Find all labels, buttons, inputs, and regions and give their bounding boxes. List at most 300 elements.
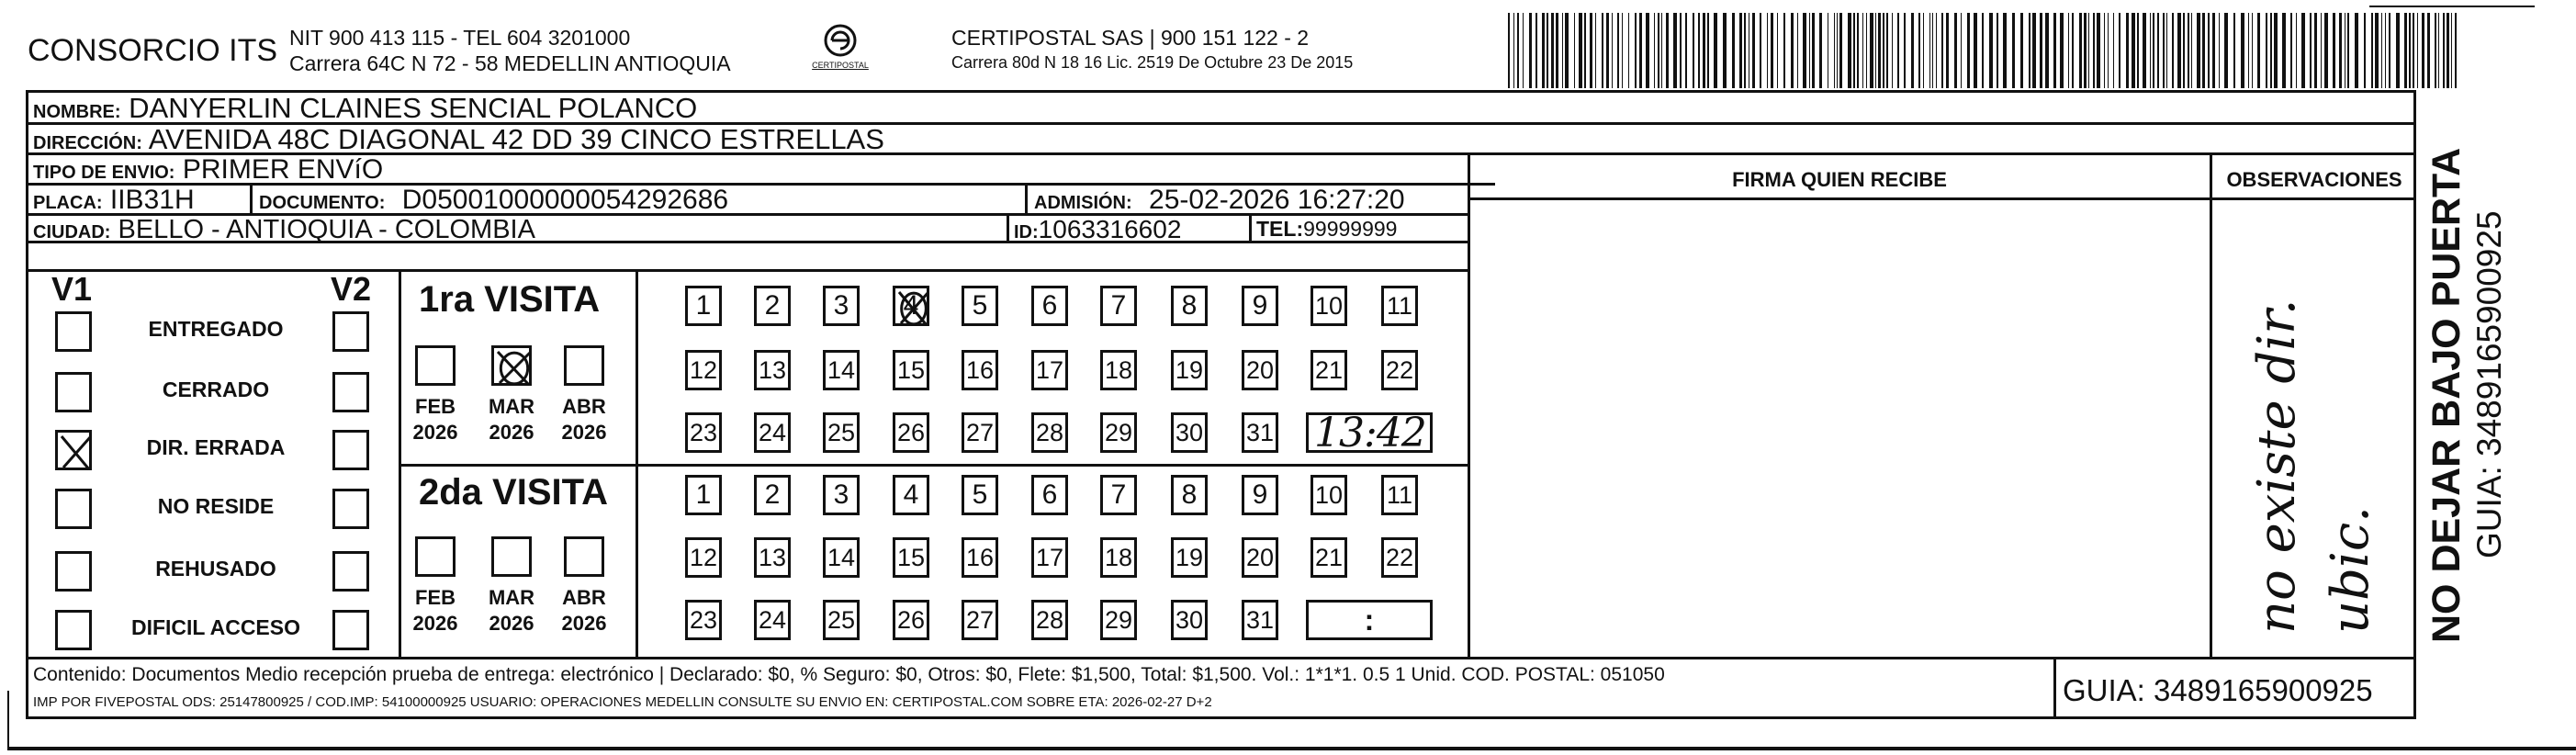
visit2-day-box[interactable] [685,537,722,578]
visit2-day-box[interactable] [1242,475,1278,515]
visit2-day-box[interactable] [1310,537,1347,578]
barcode-bar [2347,13,2349,88]
barcode-bar [2068,13,2069,88]
barcode-bar [2143,13,2146,88]
visit1-day-box[interactable] [1100,412,1137,453]
visit1-day-label: 9 [1252,290,1268,321]
visit2-year-label: 2026 [561,612,607,635]
visit1-day-label: 8 [1181,290,1198,321]
visit1-day-box[interactable] [1381,350,1418,390]
barcode-bar [2177,13,2181,88]
visit2-day-box[interactable] [1171,600,1208,640]
firma-label: FIRMA QUIEN RECIBE [1732,168,1947,191]
barcode-bar [1771,13,1773,88]
barcode-bar [1982,13,1984,88]
v1-checkbox[interactable] [55,311,92,352]
barcode-bar [2435,13,2436,88]
barcode-bar [1673,13,1677,88]
visit1-day-box[interactable] [1381,286,1418,326]
v2-checkbox[interactable] [332,610,369,650]
placa-label: PLACA: [33,193,103,213]
barcode-bar [1723,13,1727,88]
barcode-bar [2381,13,2382,88]
certipostal-logo [808,22,872,79]
visit1-day-box[interactable] [1171,286,1208,326]
visit1-day-box[interactable] [754,286,791,326]
visit2-day-label: 2 [764,479,781,510]
visit2-day-label: 27 [965,606,995,634]
visit2-day-box[interactable] [823,537,860,578]
barcode-bar [1535,13,1537,88]
visit1-day-box[interactable] [962,286,998,326]
side-warning: NO DEJAR BAJO PUERTA [2424,147,2469,643]
carrier-name: CERTIPOSTAL SAS | 900 151 122 - 2 [951,26,1310,50]
visit1-day-label: 21 [1314,356,1344,384]
barcode-bar [1923,13,1924,88]
barcode-bar [1744,13,1746,88]
certipostal-logo-icon [808,22,872,79]
barcode-bar [2248,13,2249,88]
visit2-year-label: 2026 [412,612,458,635]
barcode-bar [2290,13,2292,88]
tel-value: 99999999 [1303,217,1398,241]
barcode-bar [2119,13,2120,88]
barcode [1506,13,2535,92]
visit1-day-label: 10 [1314,292,1344,320]
barcode-bar [1542,13,1545,88]
visit2-day-box[interactable] [1381,537,1418,578]
barcode-bar [2409,13,2411,88]
barcode-bar [2266,13,2267,88]
visit1-day-label: 22 [1385,356,1414,384]
visit2-day-label: 7 [1110,479,1127,510]
v2-checkbox[interactable] [332,489,369,529]
visit2-day-label: 3 [833,479,849,510]
visit1-day-box[interactable] [1031,286,1068,326]
visit2-day-box[interactable] [685,600,722,640]
visit1-day-label: 3 [833,290,849,321]
barcode-bar [1809,13,1810,88]
barcode-bar [1523,13,1524,88]
visit2-day-label: 14 [827,544,856,571]
admision-label: ADMISIÓN: [1034,193,1132,213]
visit1-day-box[interactable] [1031,350,1068,390]
sender-nit: NIT 900 413 115 - TEL 604 3201000 [289,26,631,50]
barcode-bar [1954,13,1957,88]
visit1-day-label: 12 [689,356,718,384]
barcode-bar [1654,13,1655,88]
barcode-bar [1932,13,1933,88]
barcode-bar [1837,13,1838,88]
visit1-day-label: 14 [827,356,856,384]
barcode-bar [1783,13,1785,88]
barcode-bar [1989,13,1993,88]
visit2-day-box[interactable] [893,475,929,515]
visit2-day-box[interactable] [823,600,860,640]
barcode-bar [2126,13,2129,88]
barcode-bar [1911,13,1914,88]
visit1-day-box[interactable] [1031,412,1068,453]
barcode-bar [1565,13,1569,88]
barcode-bar [2301,13,2305,88]
barcode-bar [2417,13,2418,88]
barcode-bar [1698,13,1700,88]
visit1-day-box[interactable] [1310,350,1347,390]
visit1-day-box[interactable] [1310,286,1347,326]
barcode-bar [2079,13,2082,88]
visit2-day-box[interactable] [893,600,929,640]
visit1-day-label: 25 [827,419,856,446]
visit2-day-label: 1 [695,479,712,510]
barcode-bar [2252,13,2253,88]
barcode-bar [1892,13,1893,88]
visit1-day-box[interactable] [1100,350,1137,390]
visit1-day-label: 4 [903,290,919,321]
visit1-day-box[interactable] [1242,412,1278,453]
visit1-month-label: FEB [415,395,456,418]
visit2-month-label: MAR [488,586,535,609]
barcode-bar [2072,13,2074,88]
barcode-bar [1584,13,1586,88]
visit2-day-label: 26 [896,606,926,634]
visit2-day-box[interactable] [685,475,722,515]
barcode-bar [2443,13,2445,88]
visit2-day-label: 11 [1386,481,1413,509]
barcode-bar [1732,13,1735,88]
barcode-bar [1529,13,1532,88]
visit1-day-label: 27 [965,419,995,446]
barcode-bar [1967,13,1970,88]
barcode-bar [2020,13,2023,88]
visit2-day-box[interactable] [1242,600,1278,640]
barcode-bar [1617,13,1619,88]
barcode-bar [2088,13,2089,88]
visit2-day-label: 4 [903,479,919,510]
visit2-month-checkbox[interactable] [491,536,532,577]
barcode-bar [2224,13,2228,88]
barcode-bar [2108,13,2109,88]
barcode-bar [2355,13,2358,88]
v1-checkbox[interactable] [55,430,92,470]
barcode-bar [2040,13,2042,88]
visit2-day-box[interactable] [962,600,998,640]
visit2-month-checkbox[interactable] [415,536,456,577]
barcode-bar [2032,13,2036,88]
observaciones-label: OBSERVACIONES [2226,168,2402,191]
barcode-bar [1941,13,1943,88]
barcode-bar [1946,13,1949,88]
barcode-bar [1551,13,1554,88]
visit1-day-label: 24 [758,419,787,446]
barcode-bar [2282,13,2286,88]
barcode-bar [1848,13,1851,88]
visit1-month-checkbox[interactable] [491,345,532,386]
visit2-day-box[interactable] [1171,537,1208,578]
visit1-day-label: 31 [1245,419,1275,446]
visit2-time-box[interactable] [1306,600,1433,640]
visit2-day-label: 17 [1035,544,1064,571]
visit2-year-label: 2026 [489,612,534,635]
barcode-bar [1853,13,1855,88]
visit1-month-label: ABR [562,395,606,418]
barcode-bar [2150,13,2151,88]
visit2-day-label: 21 [1314,544,1344,571]
visit1-day-box[interactable] [962,412,998,453]
visit1-day-label: 29 [1104,419,1133,446]
visit2-day-label: 31 [1245,606,1275,634]
barcode-bar [2084,13,2087,88]
visit2-day-box[interactable] [1100,475,1137,515]
observaciones-handwritten: no existe dir. ubic. [2247,299,2380,634]
v2-checkbox[interactable] [332,311,369,352]
visit1-day-box[interactable] [823,286,860,326]
v2-label: V2 [331,270,372,308]
v1-checkbox[interactable] [55,610,92,650]
visit2-day-box[interactable] [962,537,998,578]
barcode-bar [2104,13,2105,88]
barcode-bar [1883,13,1884,88]
barcode-bar [2197,13,2200,88]
visit1-day-label: 1 [695,290,712,321]
barcode-bar [1767,13,1768,88]
carrier-address: Carrera 80d N 18 16 Lic. 2519 De Octubre 23 De 2015 [951,53,1354,72]
visit1-day-box[interactable] [1171,350,1208,390]
barcode-bar [2427,13,2430,88]
sender-name: CONSORCIO ITS [28,33,278,68]
barcode-bar [2093,13,2095,88]
visit1-day-box[interactable] [685,412,722,453]
visit2-day-label: 30 [1175,606,1204,634]
status-label: REHUSADO [155,557,276,580]
visit1-year-label: 2026 [561,421,607,444]
visit1-day-box[interactable] [754,350,791,390]
visit1-day-box[interactable] [893,412,929,453]
visit2-day-box[interactable] [1100,600,1137,640]
barcode-bar [1680,13,1682,88]
visit2-day-box[interactable] [1171,475,1208,515]
visit2-day-box[interactable] [1100,537,1137,578]
nombre-value: DANYERLIN CLAINES SENCIAL POLANCO [129,92,698,124]
visit1-day-box[interactable] [893,350,929,390]
barcode-bar [2339,13,2342,88]
visit2-day-label: 25 [827,606,856,634]
barcode-bar [2053,13,2056,88]
barcode-bar [1714,13,1717,88]
visit1-day-label: 7 [1110,290,1127,321]
barcode-bar [1508,13,1510,88]
barcode-bar [1886,13,1888,88]
tel-label: TEL: [1256,217,1304,241]
barcode-bar [2314,13,2317,88]
footer-guia: GUIA: 3489165900925 [2063,673,2373,707]
visit2-month-label: ABR [562,586,606,609]
visit2-day-label: 15 [896,544,926,571]
barcode-bar [1639,13,1642,88]
visit2-day-label: 6 [1041,479,1058,510]
visit2-day-label: 24 [758,606,787,634]
visit2-day-label: 18 [1104,544,1133,571]
visit2-day-box[interactable] [1031,600,1068,640]
barcode-bar [2389,13,2390,88]
visit1-day-label: 16 [965,356,995,384]
visit2-month-checkbox[interactable] [564,536,604,577]
visit1-day-box[interactable] [1100,286,1137,326]
visit1-day-box[interactable] [754,412,791,453]
barcode-bar [1685,13,1687,88]
barcode-bar [2385,13,2386,88]
documento-label: DOCUMENTO: [259,193,386,213]
status-label: DIR. ERRADA [146,435,286,459]
documento-value: D05001000000054292686 [401,185,729,215]
barcode-bar [1961,13,1962,88]
barcode-bar [1579,13,1582,88]
visit2-day-box[interactable] [893,537,929,578]
barcode-bar [2153,13,2154,88]
visit2-day-label: 28 [1035,606,1064,634]
visit2-day-box[interactable] [1242,537,1278,578]
visit2-day-label: 23 [689,606,718,634]
barcode-bar [1562,13,1563,88]
v2-checkbox[interactable] [332,430,369,470]
ciudad-value: BELLO - ANTIOQUIA - COLOMBIA [118,215,535,244]
visit1-day-label: 11 [1386,292,1413,320]
direccion-label: DIRECCIÓN: [33,133,142,153]
barcode-bar [2045,13,2049,88]
visit1-day-box[interactable] [685,350,722,390]
v1-checkbox[interactable] [55,372,92,412]
barcode-bar [1517,13,1519,88]
visit1-month-checkbox[interactable] [564,345,604,386]
barcode-bar [1797,13,1798,88]
visit1-day-label: 2 [764,290,781,321]
v2-checkbox[interactable] [332,372,369,412]
barcode-bar [1974,13,1977,88]
barcode-bar [1866,13,1867,88]
barcode-bar [2333,13,2335,88]
visit2-day-box[interactable] [1310,475,1347,515]
visit2-day-box[interactable] [823,475,860,515]
visit2-day-box[interactable] [754,600,791,640]
barcode-bar [2413,13,2414,88]
visit1-day-label: 13 [758,356,787,384]
status-label: CERRADO [162,378,270,401]
status-label: DIFICIL ACCESO [130,615,300,639]
visit2-day-box[interactable] [1031,475,1068,515]
v2-checkbox[interactable] [332,551,369,592]
visit2-title: 2da VISITA [419,472,608,513]
visit1-month-checkbox[interactable] [415,345,456,386]
sender-address: Carrera 64C N 72 - 58 MEDELLIN ANTIOQUIA [289,51,731,75]
visit2-day-label: 5 [972,479,988,510]
barcode-bar [1606,13,1609,88]
barcode-bar [2113,13,2114,88]
barcode-bar [2296,13,2297,88]
visit1-day-label: 19 [1175,356,1204,384]
barcode-bar [2404,13,2407,88]
visit2-day-label: 20 [1245,544,1275,571]
v1-checkbox[interactable] [55,551,92,592]
barcode-bar [2202,13,2205,88]
visit1-day-box[interactable] [1171,412,1208,453]
barcode-bar [2029,13,2030,88]
barcode-bar [1612,13,1613,88]
visit1-day-label: 17 [1035,356,1064,384]
visit1-day-box[interactable] [1242,350,1278,390]
barcode-bar [1904,13,1906,88]
barcode-bar [1590,13,1592,88]
visit2-day-box[interactable] [754,537,791,578]
barcode-bar [1777,13,1778,88]
barcode-bar [1875,13,1876,88]
barcode-bar [2447,13,2449,88]
direccion-value: AVENIDA 48C DIAGONAL 42 DD 39 CINCO ESTRELLAS [148,123,884,155]
barcode-bar [2375,13,2379,88]
visit1-day-label: 15 [896,356,926,384]
barcode-bar [1878,13,1881,88]
visit1-day-box[interactable] [823,412,860,453]
barcode-bar [2371,13,2373,88]
barcode-bar [1897,13,1899,88]
barcode-bar [1658,13,1659,88]
visit2-day-box[interactable] [962,475,998,515]
tipo-envio-label: TIPO DE ENVIO: [33,163,175,183]
v1-checkbox[interactable] [55,489,92,529]
visit1-day-label: 26 [896,419,926,446]
visit1-day-label: 6 [1041,290,1058,321]
barcode-bar [1870,13,1873,88]
visit2-day-box[interactable] [1381,475,1418,515]
barcode-bar [2321,13,2322,88]
barcode-bar [2324,13,2328,88]
visit1-day-box[interactable] [893,286,929,326]
barcode-bar [2310,13,2312,88]
barcode-bar [2132,13,2135,88]
visit1-day-label: 5 [972,290,988,321]
barcode-bar [2241,13,2244,88]
barcode-bar [2191,13,2192,88]
visit2-day-box[interactable] [754,475,791,515]
visit1-day-box[interactable] [823,350,860,390]
barcode-bar [1556,13,1558,88]
barcode-bar [1791,13,1794,88]
barcode-bar [1834,13,1835,88]
barcode-bar [2163,13,2165,88]
id-label: ID: [1014,222,1039,242]
visit1-time-box[interactable] [1306,410,1433,456]
barcode-bar [2157,13,2159,88]
visit2-day-label: 19 [1175,544,1204,571]
barcode-bar [2451,13,2452,88]
visit2-day-box[interactable] [1031,537,1068,578]
barcode-bar [2166,13,2167,88]
visit1-month-label: MAR [488,395,535,418]
visit2-day-label: 29 [1104,606,1133,634]
barcode-bar [1666,13,1669,88]
visit1-day-box[interactable] [1242,286,1278,326]
barcode-bar [1707,13,1709,88]
visit1-day-box[interactable] [685,286,722,326]
barcode-bar [2396,13,2400,88]
barcode-bar [2212,13,2215,88]
visit1-day-box[interactable] [962,350,998,390]
barcode-bar [2219,13,2220,88]
status-label: NO RESIDE [157,494,275,518]
barcode-bar [1812,13,1815,88]
ciudad-label: CIUDAD: [33,222,111,242]
barcode-bar [2364,13,2366,88]
barcode-bar [1513,13,1514,88]
visit1-day-label: 18 [1104,356,1133,384]
